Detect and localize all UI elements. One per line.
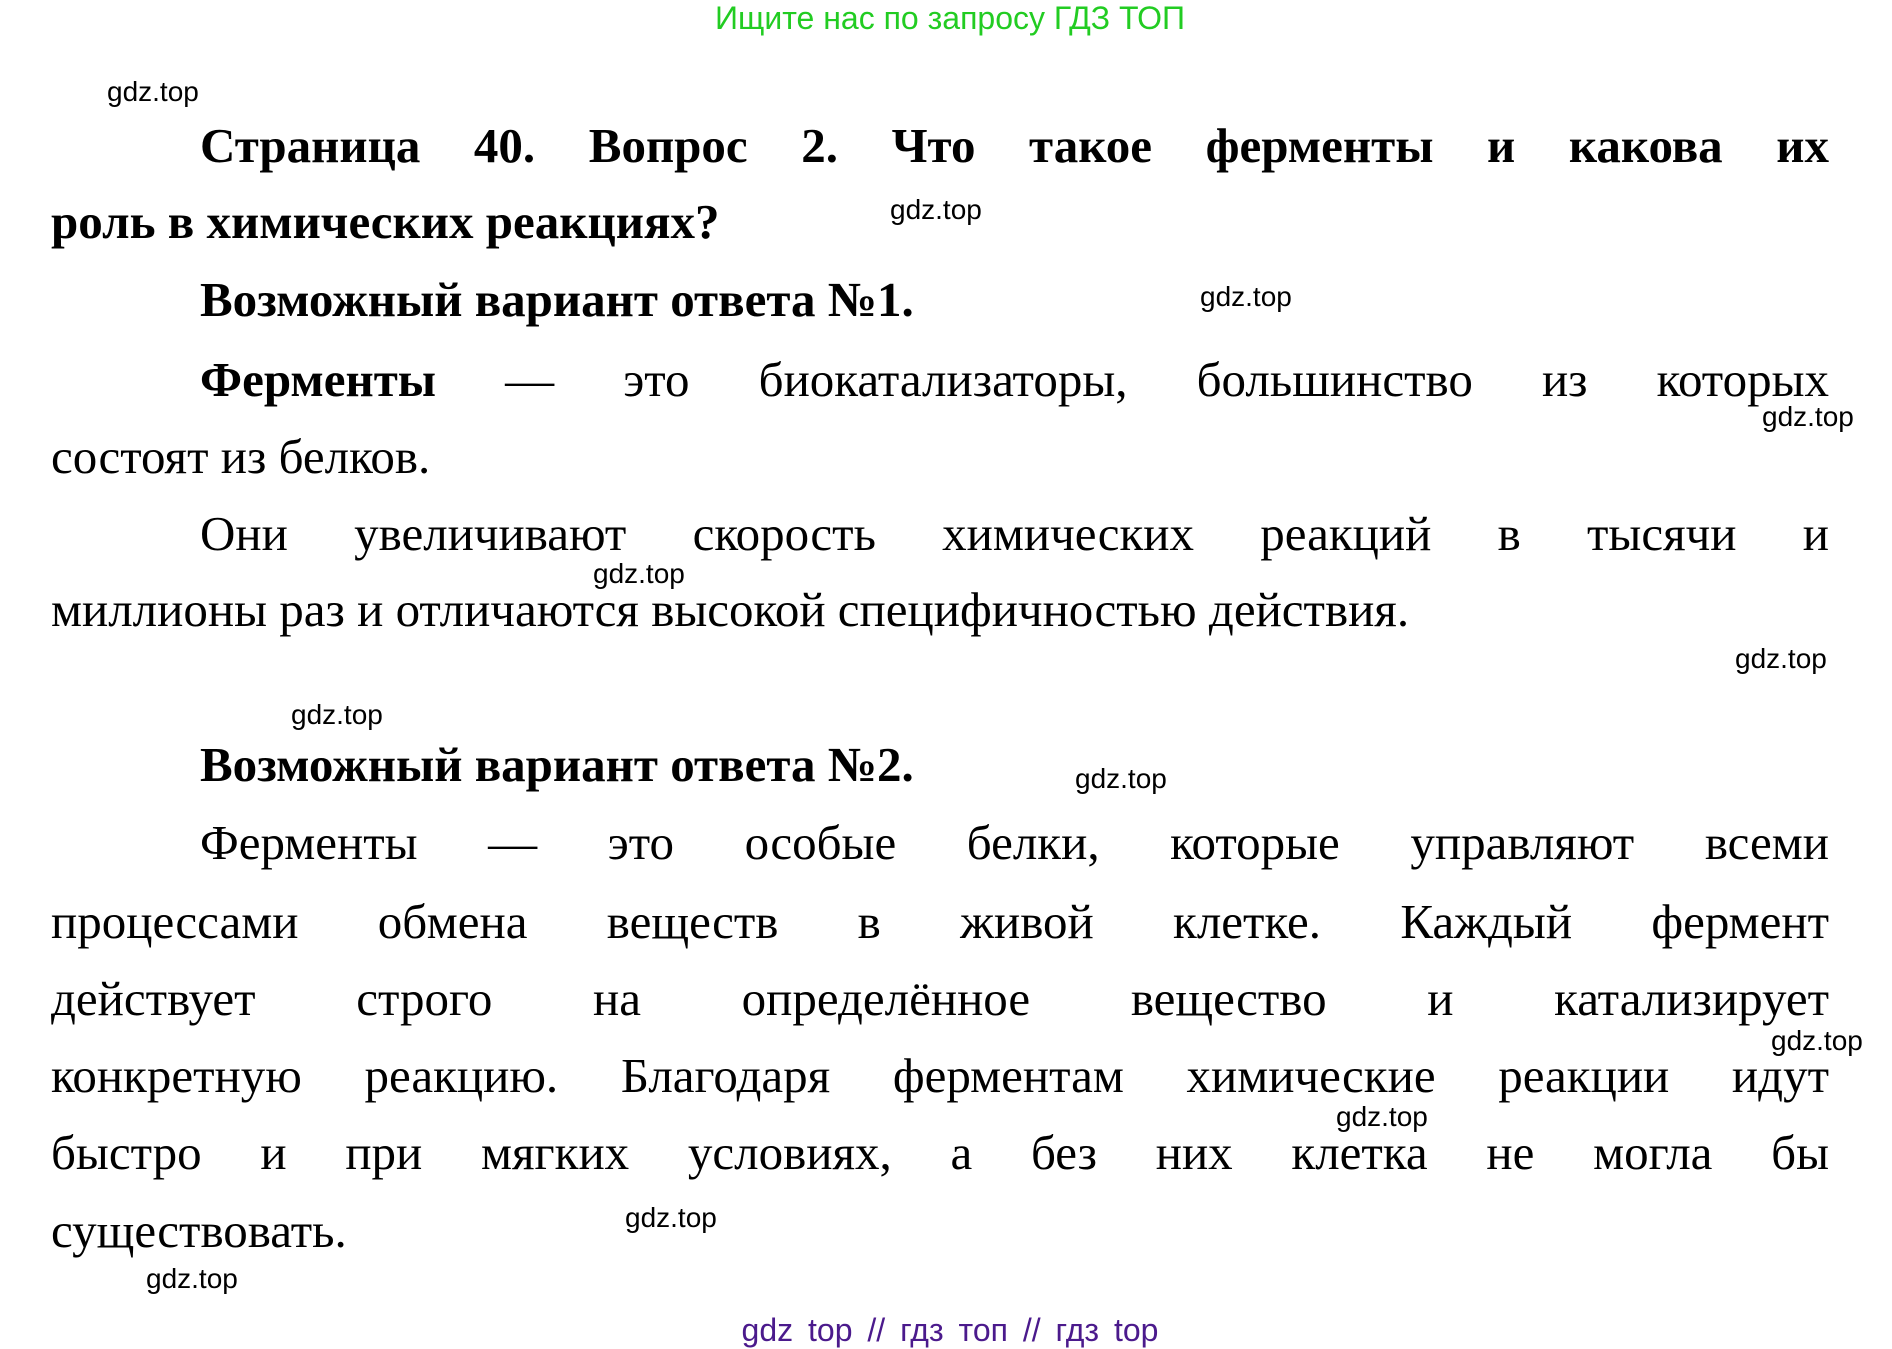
answer1-heading: Возможный вариант ответа №1. <box>200 272 914 327</box>
watermark: gdz.top <box>625 1202 717 1233</box>
footer-links: gdz top // гдз топ // гдз top <box>741 1312 1159 1348</box>
question-title-line1: Страница 40. Вопрос 2. Что такое ферменты и какова их <box>200 118 1829 173</box>
answer2-line: существовать. <box>51 1203 347 1258</box>
answer2-line: быстро и при мягких условиях, а без них клетка не могла бы <box>51 1125 1829 1180</box>
question-title-line2: роль в химических реакциях? <box>51 194 720 249</box>
watermark: gdz.top <box>1762 401 1854 432</box>
answer1-p2-line1: Они увеличивают скорость химических реакций в тысячи и <box>200 506 1829 561</box>
watermark: gdz.top <box>1075 763 1167 794</box>
watermark: gdz.top <box>1771 1025 1863 1056</box>
watermark: gdz.top <box>107 76 199 107</box>
watermark: gdz.top <box>1735 643 1827 674</box>
term-enzymes: Ферменты <box>200 352 437 407</box>
watermark: gdz.top <box>593 558 685 589</box>
answer1-p1-rest: — это биокатализаторы, большинство из которых <box>436 352 1829 407</box>
answer2-line: действует строго на определённое вещество и катализирует <box>51 971 1829 1026</box>
answer1-p2-line2: миллионы раз и отличаются высокой специфичностью действия. <box>51 582 1410 637</box>
watermark: gdz.top <box>291 699 383 730</box>
watermark: gdz.top <box>146 1263 238 1294</box>
watermark: gdz.top <box>1200 281 1292 312</box>
answer2-heading: Возможный вариант ответа №2. <box>200 737 914 792</box>
answer2-line: конкретную реакцию. Благодаря ферментам химические реакции идут <box>51 1048 1829 1103</box>
answer2-line: процессами обмена веществ в живой клетке. Каждый фермент <box>51 894 1829 949</box>
watermark: gdz.top <box>1336 1101 1428 1132</box>
search-banner: Ищите нас по запросу ГДЗ ТОП <box>715 0 1185 36</box>
answer2-line: Ферменты — это особые белки, которые управляют всеми <box>200 815 1829 870</box>
watermark: gdz.top <box>890 194 982 225</box>
answer1-p1-line1 <box>200 352 1829 408</box>
answer1-p1-line2: состоят из белков. <box>51 429 431 484</box>
